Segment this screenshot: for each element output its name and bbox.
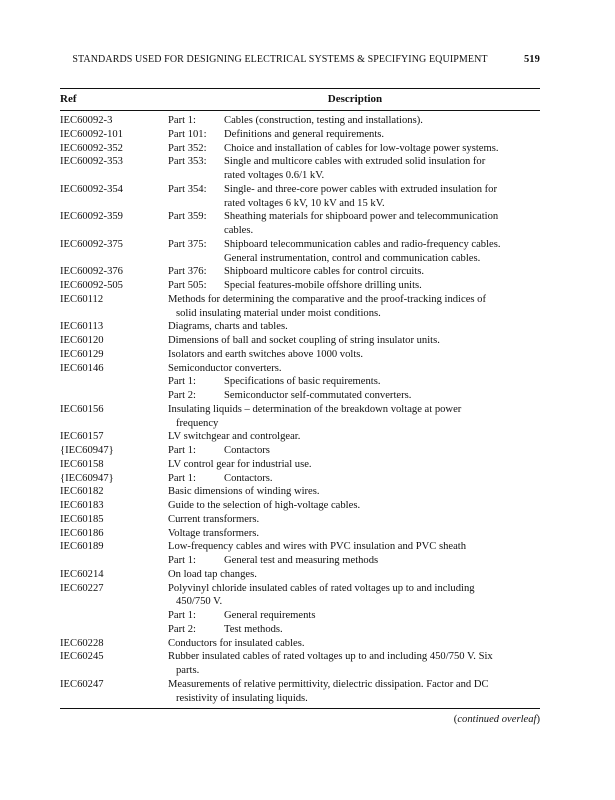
subpart-line bbox=[168, 444, 540, 458]
description-line: Diagrams, charts and tables. bbox=[168, 321, 288, 333]
description-line: frequency bbox=[176, 417, 219, 429]
description-line: General instrumentation, control and communication cables. bbox=[224, 252, 481, 264]
table-row bbox=[60, 568, 540, 582]
description-line: Insulating liquids – determination of the breakdown voltage at power bbox=[168, 403, 462, 415]
description-cell bbox=[168, 499, 540, 513]
ref-cell: IEC60092-505 bbox=[60, 280, 123, 291]
ref-cell: IEC60227 bbox=[60, 582, 104, 594]
description-cell bbox=[168, 293, 540, 321]
ref-cell: IEC60158 bbox=[60, 458, 104, 470]
description-cell bbox=[168, 430, 540, 444]
description-cell bbox=[168, 183, 540, 211]
ref-cell: IEC60092-376 bbox=[60, 266, 123, 278]
column-header-description: Description bbox=[327, 93, 383, 105]
table-row bbox=[60, 458, 540, 472]
description-cell bbox=[168, 142, 540, 156]
table-row bbox=[60, 637, 540, 651]
description-cell bbox=[168, 320, 540, 334]
ref-cell: IEC60189 bbox=[60, 541, 104, 553]
ref-cell: IEC60156 bbox=[60, 403, 104, 415]
table-row bbox=[60, 348, 540, 362]
description-cell bbox=[168, 650, 540, 678]
description-line: Methods for determining the comparative and the proof-tracking indices of bbox=[168, 293, 487, 305]
subpart-text: Contactors. bbox=[224, 472, 273, 484]
part-label: Part 376: bbox=[168, 266, 207, 278]
table-row bbox=[60, 238, 540, 266]
ref-cell: IEC60092-352 bbox=[60, 142, 123, 154]
table-row bbox=[60, 128, 540, 142]
ref-cell: IEC60183 bbox=[60, 500, 104, 511]
table-row bbox=[60, 678, 540, 706]
table-row bbox=[60, 334, 540, 348]
continued-note: (continued overleaf) bbox=[453, 714, 540, 725]
part-label: Part 1: bbox=[168, 115, 196, 126]
description-line: Conductors for insulated cables. bbox=[168, 637, 305, 649]
description-cell bbox=[168, 637, 540, 651]
table-row bbox=[60, 472, 540, 486]
description-line: LV control gear for industrial use. bbox=[168, 458, 312, 470]
subpart-line bbox=[168, 472, 540, 486]
subpart-text: General test and measuring methods bbox=[224, 555, 379, 566]
description-line: Cables (construction, testing and installations). bbox=[224, 115, 423, 126]
description-line: Polyvinyl chloride insulated cables of rated voltages up to and including bbox=[168, 582, 475, 594]
ref-cell: IEC60185 bbox=[60, 513, 104, 525]
description-line: On load tap changes. bbox=[168, 568, 257, 580]
description-line: Semiconductor converters. bbox=[168, 362, 282, 374]
description-cell bbox=[168, 238, 540, 266]
ref-cell: IEC60214 bbox=[60, 568, 104, 580]
description-line: Measurements of relative permittivity, dielectric dissipation. Factor and DC bbox=[168, 678, 489, 690]
ref-cell: IEC60146 bbox=[60, 362, 104, 374]
part-label: Part 353: bbox=[168, 156, 207, 168]
description-cell bbox=[168, 155, 540, 183]
table-row bbox=[60, 279, 540, 293]
description-cell bbox=[168, 582, 540, 637]
description-line: Dimensions of ball and socket coupling of string insulator units. bbox=[168, 335, 440, 346]
part-label: Part 1: bbox=[168, 610, 196, 621]
table-row bbox=[60, 499, 540, 513]
description-line: Low-frequency cables and wires with PVC insulation and PVC sheath bbox=[168, 541, 467, 553]
table-row bbox=[60, 540, 540, 568]
description-line: cables. bbox=[224, 225, 254, 236]
table-row bbox=[60, 183, 540, 211]
description-cell bbox=[168, 678, 540, 706]
table-row bbox=[60, 485, 540, 499]
description-line: 450/750 V. bbox=[176, 596, 223, 608]
column-header-ref: Ref bbox=[60, 93, 77, 105]
part-label: Part 359: bbox=[168, 211, 207, 223]
part-label: Part 354: bbox=[168, 183, 207, 195]
table-row bbox=[60, 142, 540, 156]
description-cell bbox=[168, 210, 540, 238]
part-label: Part 1: bbox=[168, 555, 196, 566]
description-line: resistivity of insulating liquids. bbox=[176, 692, 308, 704]
table-row bbox=[60, 650, 540, 678]
description-line: Shipboard telecommunication cables and radio-frequency cables. bbox=[224, 238, 501, 250]
ref-cell: IEC60186 bbox=[60, 527, 104, 539]
continued-note-text: continued overleaf bbox=[457, 714, 537, 725]
ref-cell: IEC60092-101 bbox=[60, 128, 123, 140]
running-header-title: STANDARDS USED FOR DESIGNING ELECTRICAL SYSTEMS & SPECIFYING EQUIPMENT bbox=[72, 54, 488, 65]
description-line: Special features-mobile offshore drilling units. bbox=[224, 280, 422, 291]
ref-cell: IEC60120 bbox=[60, 335, 104, 346]
description-line: solid insulating material under moist conditions. bbox=[176, 307, 381, 319]
page-number: 519 bbox=[523, 54, 540, 65]
table-row bbox=[60, 210, 540, 238]
description-cell bbox=[168, 128, 540, 142]
description-cell bbox=[168, 458, 540, 472]
table-row bbox=[60, 265, 540, 279]
standards-table-body bbox=[60, 114, 540, 705]
part-label: Part 1: bbox=[168, 376, 196, 388]
description-line: Sheathing materials for shipboard power and telecommunication bbox=[224, 211, 499, 223]
table-row bbox=[60, 155, 540, 183]
subpart-text: Semiconductor self-commutated converters. bbox=[224, 390, 412, 401]
part-label: Part 352: bbox=[168, 142, 207, 154]
description-cell bbox=[168, 265, 540, 279]
table-row bbox=[60, 582, 540, 637]
part-label: Part 375: bbox=[168, 238, 207, 250]
description-line: Rubber insulated cables of rated voltages up to and including 450/750 V. Six bbox=[168, 651, 493, 663]
description-cell bbox=[168, 362, 540, 403]
description-cell bbox=[168, 568, 540, 582]
table-row bbox=[60, 430, 540, 444]
description-cell bbox=[168, 485, 540, 499]
subpart-text: Test methods. bbox=[224, 623, 283, 635]
description-line: Definitions and general requirements. bbox=[224, 128, 385, 140]
description-line: rated voltages 6 kV, 10 kV and 15 kV. bbox=[224, 197, 385, 209]
ref-cell: IEC60129 bbox=[60, 348, 104, 360]
description-line: Current transformers. bbox=[168, 513, 260, 525]
description-line: Isolators and earth switches above 1000 volts. bbox=[168, 348, 364, 360]
part-label: Part 1: bbox=[168, 445, 196, 456]
ref-cell: IEC60245 bbox=[60, 651, 104, 663]
table-row bbox=[60, 114, 540, 128]
table-row bbox=[60, 403, 540, 431]
part-label: Part 101: bbox=[168, 128, 207, 140]
table-row bbox=[60, 320, 540, 334]
ref-cell: IEC60182 bbox=[60, 486, 104, 498]
table-header-rule bbox=[60, 110, 540, 111]
ref-cell: IEC60092-354 bbox=[60, 183, 123, 195]
ref-cell: IEC60092-3 bbox=[60, 115, 113, 126]
part-label: Part 2: bbox=[168, 390, 196, 401]
description-cell bbox=[168, 403, 540, 431]
description-cell bbox=[168, 334, 540, 348]
subpart-text: General requirements bbox=[224, 610, 316, 621]
subpart-line bbox=[168, 554, 540, 568]
description-line: Voltage transformers. bbox=[168, 527, 260, 539]
ref-cell: IEC60092-353 bbox=[60, 156, 123, 168]
ref-cell: IEC60157 bbox=[60, 431, 104, 443]
subpart-line bbox=[168, 389, 540, 403]
subpart-text: Specifications of basic requirements. bbox=[224, 376, 381, 388]
table-row bbox=[60, 293, 540, 321]
table-row bbox=[60, 362, 540, 403]
part-label: Part 2: bbox=[168, 623, 196, 635]
description-line: Single- and three-core power cables with extruded insulation for bbox=[224, 183, 497, 195]
running-header bbox=[60, 54, 540, 65]
description-cell bbox=[168, 540, 540, 568]
ref-cell: IEC60247 bbox=[60, 678, 104, 690]
description-line: LV switchgear and controlgear. bbox=[168, 431, 301, 443]
description-line: Shipboard multicore cables for control circuits. bbox=[224, 266, 425, 278]
ref-cell: {IEC60947} bbox=[60, 472, 114, 484]
table-bottom-rule bbox=[60, 708, 540, 709]
ref-cell: IEC60092-359 bbox=[60, 211, 123, 223]
table-row bbox=[60, 513, 540, 527]
table-row bbox=[60, 444, 540, 458]
subpart-line bbox=[168, 609, 540, 623]
subpart-line bbox=[168, 375, 540, 389]
description-cell bbox=[168, 348, 540, 362]
description-line: Basic dimensions of winding wires. bbox=[168, 486, 320, 498]
description-line: Single and multicore cables with extruded solid insulation for bbox=[224, 156, 486, 168]
description-line: Guide to the selection of high-voltage cables. bbox=[168, 500, 361, 511]
description-cell bbox=[168, 114, 540, 128]
table-top-rule bbox=[60, 88, 540, 89]
part-label: Part 505: bbox=[168, 280, 207, 291]
description-line: rated voltages 0.6/1 kV. bbox=[224, 170, 325, 181]
ref-cell: IEC60092-375 bbox=[60, 238, 123, 250]
description-line: parts. bbox=[176, 665, 200, 676]
ref-cell: IEC60228 bbox=[60, 637, 104, 649]
table-row bbox=[60, 527, 540, 541]
description-cell bbox=[168, 472, 540, 486]
ref-cell: IEC60113 bbox=[60, 321, 104, 333]
ref-cell: IEC60112 bbox=[60, 293, 104, 305]
description-line: Choice and installation of cables for low-voltage power systems. bbox=[224, 142, 499, 154]
description-cell bbox=[168, 527, 540, 541]
description-cell bbox=[168, 279, 540, 293]
subpart-line bbox=[168, 623, 540, 637]
ref-cell: {IEC60947} bbox=[60, 445, 114, 456]
description-cell bbox=[168, 513, 540, 527]
description-cell bbox=[168, 444, 540, 458]
part-label: Part 1: bbox=[168, 472, 196, 484]
subpart-text: Contactors bbox=[224, 445, 270, 456]
